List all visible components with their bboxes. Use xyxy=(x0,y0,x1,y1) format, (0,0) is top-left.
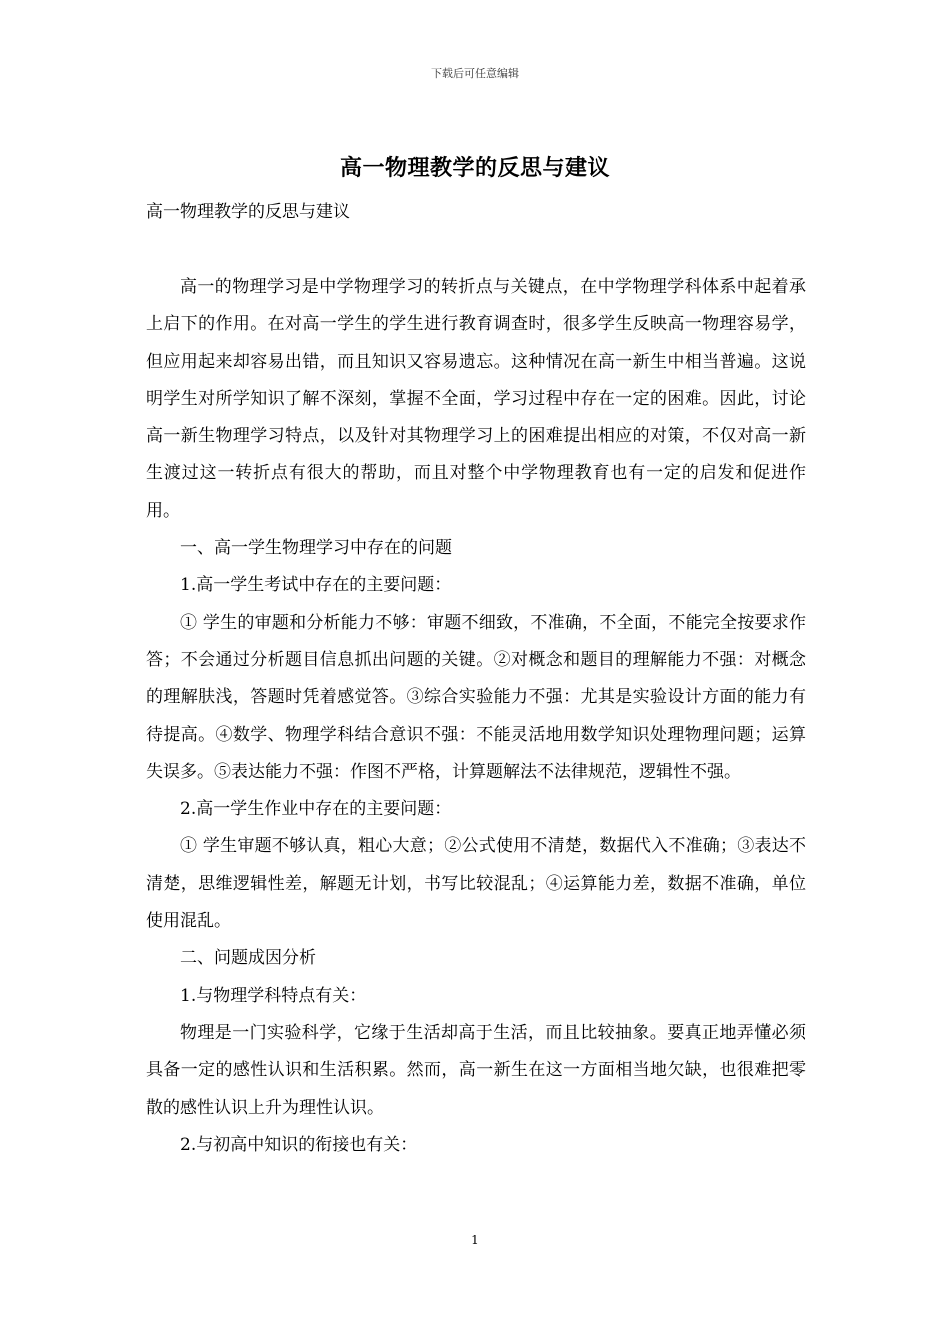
paragraph-intro: 高一的物理学习是中学物理学习的转折点与关键点，在中学物理学科体系中起着承上启下的作用。在对高一学生的学生进行教育调查时，很多学生反映高一物理容易学，但应用起来却容易出错，而且知识又容易遗忘。这种情况在高一新生中相当普遍。这说明学生对所学知识了解不深刻，掌握不全面，学习过程中存在一定的困难。因此，讨论高一新生物理学习特点，以及针对其物理学习上的困难提出相应的对策，不仅对高一新生渡过这一转折点有很大的帮助，而且对整个中学物理教育也有一定的启发和促进作用。 xyxy=(146,277,806,521)
subsection-heading-1-2: 2.高一学生作业中存在的主要问题： xyxy=(180,799,452,820)
document-subtitle: 高一物理教学的反思与建议 xyxy=(146,202,350,222)
header-note: 下载后可任意编辑 xyxy=(431,67,519,80)
section-heading-1: 一、高一学生物理学习中存在的问题 xyxy=(180,538,452,559)
subsection-heading-1-1: 1.高一学生考试中存在的主要问题： xyxy=(180,575,452,596)
paragraph-exam-problems: ① 学生的审题和分析能力不够：审题不细致，不准确，不全面，不能完全按要求作答；不会通过分析题目信息抓出问题的关键。②对概念和题目的理解能力不强：对概念的理解肤浅，答题时凭着感觉答。③综合实验能力不强：尤其是实验设计方面的能力有待提高。④数学、物理学科结合意识不强：不能灵活地用数学知识处理物理问题；运算失误多。⑤表达能力不强：作图不严格，计算题解法不法律规范，逻辑性不强。 xyxy=(146,612,806,782)
subsection-heading-2-2: 2.与初高中知识的衔接也有关： xyxy=(180,1134,418,1155)
document-body xyxy=(146,269,806,1164)
paragraph-physics-nature: 物理是一门实验科学，它缘于生活却高于生活，而且比较抽象。要真正地弄懂必须具备一定的感性认识和生活积累。然而，高一新生在这一方面相当地欠缺，也很难把零散的感性认识上升为理性认识。 xyxy=(146,1022,806,1118)
paragraph-homework-problems: ① 学生审题不够认真，粗心大意；②公式使用不清楚，数据代入不准确；③表达不清楚，思维逻辑性差，解题无计划，书写比较混乱；④运算能力差，数据不准确，单位使用混乱。 xyxy=(146,836,806,932)
document-title: 高一物理教学的反思与建议 xyxy=(339,155,610,181)
page-number: 1 xyxy=(471,1233,479,1247)
subsection-heading-2-1: 1.与物理学科特点有关： xyxy=(180,985,367,1006)
section-heading-2: 二、问题成因分析 xyxy=(180,948,316,969)
